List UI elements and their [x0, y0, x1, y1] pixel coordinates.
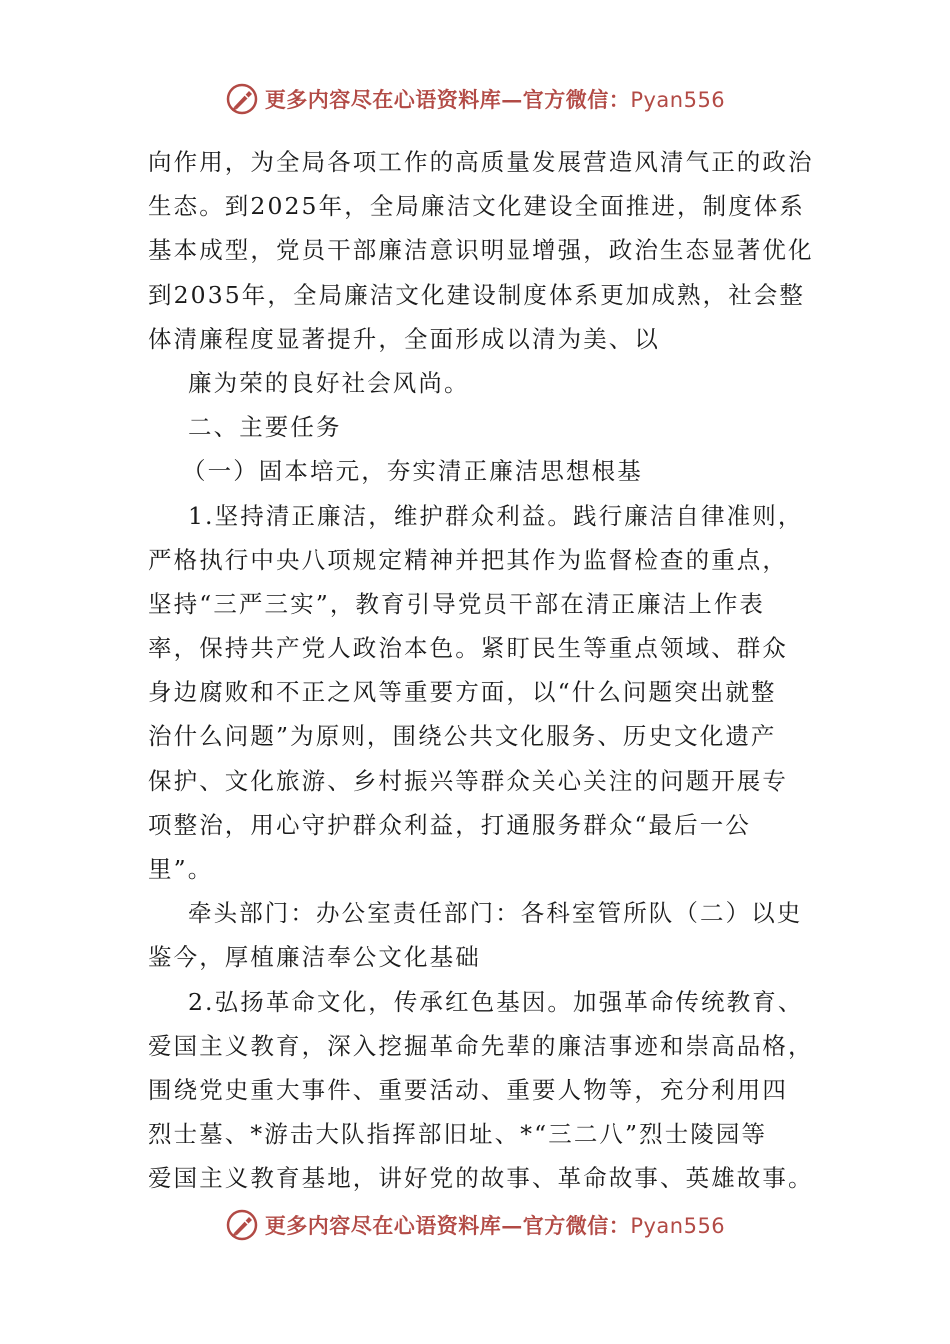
body-line: 坚持“三严三实”，教育引导党员干部在清正廉洁上作表 — [148, 589, 766, 618]
section-heading: 二、主要任务 — [188, 413, 342, 442]
body-line: 廉为荣的良好社会风尚。 — [188, 368, 470, 397]
header-banner — [0, 82, 950, 116]
pen-logo-icon — [225, 1208, 259, 1242]
body-line: 项整治，用心守护群众利益，打通服务群众“最后一公 — [148, 810, 751, 839]
footer-banner-text — [265, 1210, 725, 1240]
header-banner-label: 更多内容尽在心语资料库—官方微信： — [264, 87, 631, 112]
body-line: 1.坚持清正廉洁，维护群众利益。践行廉洁自律准则， — [188, 501, 804, 530]
body-line: 到2035年，全局廉洁文化建设制度体系更加成熟，社会整 — [148, 280, 806, 309]
body-line: 爱国主义教育，深入挖掘革命先辈的廉洁事迹和崇高品格， — [148, 1031, 814, 1060]
header-banner-text — [265, 84, 725, 114]
body-line: 治什么问题”为原则，围绕公共文化服务、历史文化遗产 — [148, 722, 777, 751]
footer-banner-id: Pyan556 — [630, 1214, 726, 1238]
subsection-heading: （一）固本培元，夯实清正廉洁思想根基 — [182, 457, 643, 486]
body-line: 2.弘扬革命文化，传承红色基因。加强革命传统教育、 — [188, 987, 804, 1016]
pen-logo-icon — [225, 82, 259, 116]
body-line: 牵头部门：办公室责任部门：各科室管所队（二）以史 — [188, 899, 803, 928]
header-banner-id: Pyan556 — [630, 88, 726, 112]
body-line: 里”。 — [148, 855, 214, 883]
body-line: 体清廉程度显著提升，全面形成以清为美、以 — [148, 324, 660, 353]
body-line: 爱国主义教育基地，讲好党的故事、革命故事、英雄故事。 — [148, 1164, 814, 1193]
body-line: 基本成型，党员干部廉洁意识明显增强，政治生态显著优化 — [148, 236, 814, 265]
footer-banner-label: 更多内容尽在心语资料库—官方微信： — [264, 1213, 631, 1238]
body-line: 鉴今，厚植廉洁奉公文化基础 — [148, 943, 481, 972]
footer-banner — [0, 1208, 950, 1242]
body-line: 围绕党史重大事件、重要活动、重要人物等，充分利用四 — [148, 1075, 788, 1104]
body-line: 身边腐败和不正之风等重要方面，以“什么问题突出就整 — [148, 678, 777, 707]
body-line: 烈士墓、*游击大队指挥部旧址、*“三二八”烈士陵园等 — [148, 1120, 768, 1149]
body-line: 率，保持共产党人政治本色。紧盯民生等重点领域、群众 — [148, 634, 788, 663]
body-line: 严格执行中央八项规定精神并把其作为监督检查的重点， — [148, 545, 788, 574]
document-body — [148, 140, 828, 1201]
body-line: 向作用，为全局各项工作的高质量发展营造风清气正的政治 — [148, 148, 814, 176]
body-line: 保护、文化旅游、乡村振兴等群众关心关注的问题开展专 — [148, 766, 788, 795]
body-line: 生态。到2025年，全局廉洁文化建设全面推进，制度体系 — [148, 192, 806, 221]
